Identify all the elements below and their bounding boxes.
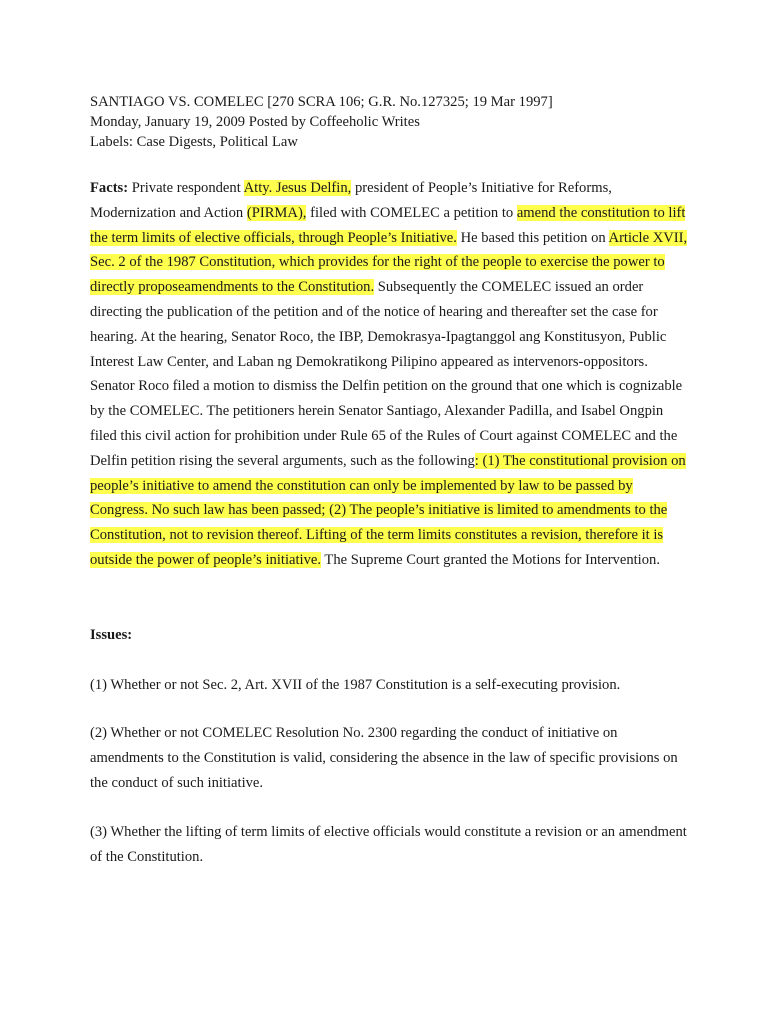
- highlighted-text: (PIRMA),: [246, 204, 307, 221]
- highlighted-text: Article XVII, Sec. 2 of the 1987 Constitution, which provides for the right of the people to exercise the power to directly proposeamendments to the Constitution.: [90, 229, 688, 296]
- document-page: [90, 92, 690, 869]
- facts-text: Subsequently the COMELEC issued an order directing the publication of the petition and of the notice of hearing and thereafter set the case for hearing. At the hearing, Senator Roco, the IBP, Demokrasya-Ipagtanggol ang Konstitusyon, Public Interest Law Center, and Laban ng Demokratikong Pilipino appeared as intervenors-oppositors. Senator Roco filed a motion to dismiss the Delfin petition on the ground that one which is cognizable by the COMELEC. The petitioners herein Senator Santiago, Alexander Padilla, and Isabel Ongpin filed this civil action for prohibition under Rule 65 of the Rules of Court against COMELEC and the Delfin petition rising the several arguments, such as the following: [90, 279, 683, 469]
- post-labels: Labels: Case Digests, Political Law: [90, 134, 298, 150]
- issues-heading: Issues:: [90, 626, 133, 643]
- facts-text: The Supreme Court granted the Motions for Intervention.: [321, 551, 660, 568]
- post-byline: Monday, January 19, 2009 Posted by Coffeeholic Writes: [90, 114, 420, 130]
- highlighted-text: Atty. Jesus Delfin,: [243, 180, 352, 196]
- highlighted-text: amend the constitution to lift the term limits of elective officials, through People’s Initiative.: [90, 204, 686, 246]
- highlighted-text: : (1) The constitutional provision on people’s initiative to amend the constitution can only be implemented by law to be passed by Congress. No such law has been passed; (2) The people’s initiative is limited to amendments to the Constitution, not to revision thereof. Lifting of the term limits constitutes a revision, therefore it is outside the power of people’s initiative.: [90, 452, 686, 568]
- issue-item: (3) Whether the lifting of term limits of elective officials would constitute a revision or an amendment of the Constitution.: [90, 823, 687, 865]
- facts-text: He based this petition on: [456, 229, 609, 246]
- facts-text: filed with COMELEC a petition to: [306, 204, 517, 221]
- facts-text: Private respondent: [128, 180, 244, 196]
- facts-text: president of People’s Initiative for Reforms, Modernization and Action: [90, 180, 612, 221]
- case-title: SANTIAGO VS. COMELEC [270 SCRA 106; G.R. No.127325; 19 Mar 1997]: [90, 94, 553, 110]
- issue-item: (1) Whether or not Sec. 2, Art. XVII of the 1987 Constitution is a self-executing provision.: [90, 676, 621, 693]
- issue-item: (2) Whether or not COMELEC Resolution No. 2300 regarding the conduct of initiative on amendments to the Constitution is valid, considering the absence in the law of specific provisions on the conduct of such initiative.: [90, 725, 678, 791]
- facts-paragraph: [90, 176, 690, 573]
- facts-label: Facts:: [90, 180, 129, 196]
